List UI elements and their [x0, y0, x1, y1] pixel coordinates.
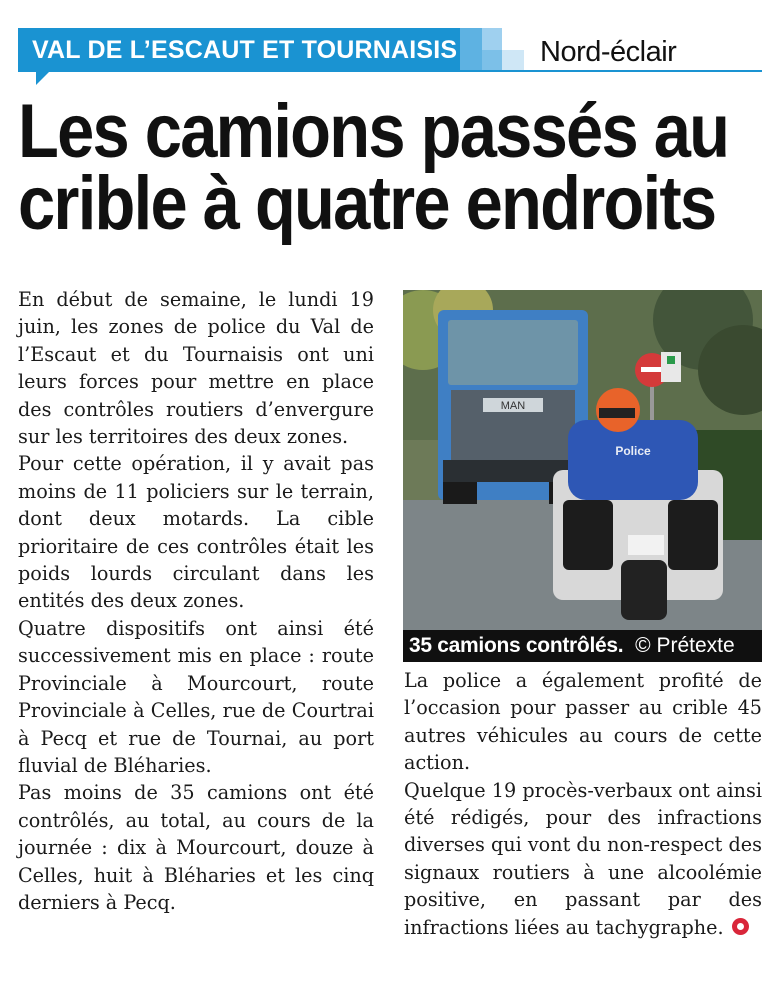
photo-caption	[403, 630, 762, 662]
headline-line-1: Les camions passés au	[18, 89, 729, 174]
paragraph: Pas moins de 35 camions ont été contrôlés, au total, au cours de la journée : dix à Mourcourt, douze à Celles, huit à Bléharies et les cinq derniers à Pecq.	[18, 781, 374, 914]
header-rule	[455, 70, 762, 72]
article-column-left	[18, 286, 374, 916]
paragraph	[404, 777, 762, 941]
article-column-right	[404, 667, 762, 941]
paragraph: Quatre dispositifs ont ainsi été successivement mis en place : route Provinciale à Mourcourt, route Provinciale à Celles, rue de Courtrai à Pecq et rue de Tournai, au port fluvial de Bléharies.	[18, 616, 374, 777]
paragraph: La police a également profité de l’occasion pour passer au crible 45 autres véhicules au cours de cette action.	[404, 669, 762, 775]
caption-text: 35 camions contrôlés.	[409, 634, 624, 657]
photo-credit: © Prétexte	[635, 634, 735, 657]
section-label: VAL DE L’ESCAUT ET TOURNAISIS	[18, 28, 460, 72]
paragraph: Pour cette opération, il y avait pas moins de 11 policiers sur le terrain, dont deux motards. La cible prioritaire de ces contrôles était les poids lourds circulant dans les entités des deux zones.	[18, 452, 374, 613]
article-photo	[403, 290, 762, 630]
rider-vest-text: Police	[615, 444, 651, 458]
photo-illustration	[403, 290, 762, 630]
paragraph-text: Quelque 19 procès-verbaux ont ainsi été rédigés, pour des infractions diverses qui vont du non-respect des signaux routiers à une alcoolémie positive, en passant par des infractions liées au tachygraphe.	[404, 778, 762, 939]
headline	[18, 89, 766, 246]
publication-logo: Nord-éclair	[540, 36, 677, 68]
end-of-article-icon	[732, 918, 749, 935]
truck-plate: MAN	[500, 400, 526, 412]
headline-line-2: crible à quatre endroits	[18, 161, 716, 246]
paragraph: En début de semaine, le lundi 19 juin, les zones de police du Val de l’Escaut et du Tournaisis ont uni leurs forces pour mettre en place des contrôles routiers d’envergure sur les territoires des deux zones.	[18, 288, 374, 449]
